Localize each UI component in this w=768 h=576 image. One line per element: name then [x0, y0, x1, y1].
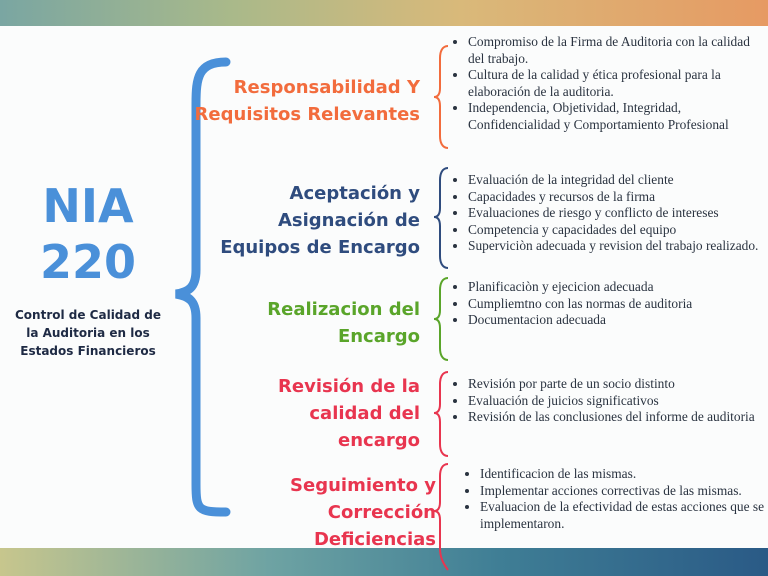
brace-section-4: [434, 372, 448, 456]
list-item: • Revisión por parte de un socio distinto: [468, 376, 768, 393]
list-item: • Revisión de las conclusiones del informe de auditoria: [468, 409, 768, 426]
section-title-responsabilidad: Responsabilidad Y Requisitos Relevantes: [194, 77, 420, 125]
list-item: • Cumpliemtno con las normas de auditoria: [468, 296, 768, 313]
section-title-seguimiento: Seguimiento y Corrección Deficiencias: [290, 475, 436, 550]
brace-section-1: [434, 46, 448, 148]
section-title-revision: Revisión de la calidad del encargo: [278, 376, 420, 451]
list-item: • Evaluaciones de riesgo y conflicto de intereses: [468, 205, 768, 222]
list-item: • Capacidades y recursos de la firma: [468, 189, 768, 206]
bullet-list-responsabilidad: [452, 34, 768, 133]
list-item: • Superviciòn adecuada y revision del trabajo realizado.: [468, 238, 768, 255]
list-item: • Evaluacion de la efectividad de estas acciones que se implementaron.: [480, 499, 768, 532]
brace-section-3: [434, 278, 448, 360]
list-item: • Implementar acciones correctivas de las mismas.: [480, 483, 768, 500]
list-item: • Cultura de la calidad y ética profesional para la elaboración de la auditoria.: [468, 67, 768, 100]
list-item: • Documentacion adecuada: [468, 312, 768, 329]
main-title: NIA 220: [39, 179, 137, 289]
bullet-list-revision: [452, 376, 768, 426]
brace-section-5: [434, 464, 448, 570]
list-item: • Competencia y capacidades del equipo: [468, 222, 768, 239]
list-item: • Evaluación de juicios significativos: [468, 393, 768, 410]
section-title-realizacion: Realizacion del Encargo: [267, 299, 420, 347]
bullet-list-aceptacion: [452, 172, 768, 255]
list-item: • Identificacion de las mismas.: [480, 466, 768, 483]
list-item: • Planificaciòn y ejecicion adecuada: [468, 279, 768, 296]
big-brace: [176, 62, 226, 512]
brace-section-2: [434, 168, 448, 268]
bullet-list-realizacion: [452, 279, 768, 329]
bullet-list-seguimiento: [464, 466, 768, 532]
subtitle: Control de Calidad de la Auditoria en los Estados Financieros: [14, 308, 161, 358]
list-item: • Independencia, Objetividad, Integridad, Confidencialidad y Comportamiento Profesional: [468, 100, 768, 133]
list-item: • Evaluación de la integridad del cliente: [468, 172, 768, 189]
list-item: • Compromiso de la Firma de Auditoria con la calidad del trabajo.: [468, 34, 768, 67]
section-title-aceptacion: Aceptación y Asignación de Equipos de Encargo: [220, 183, 420, 258]
